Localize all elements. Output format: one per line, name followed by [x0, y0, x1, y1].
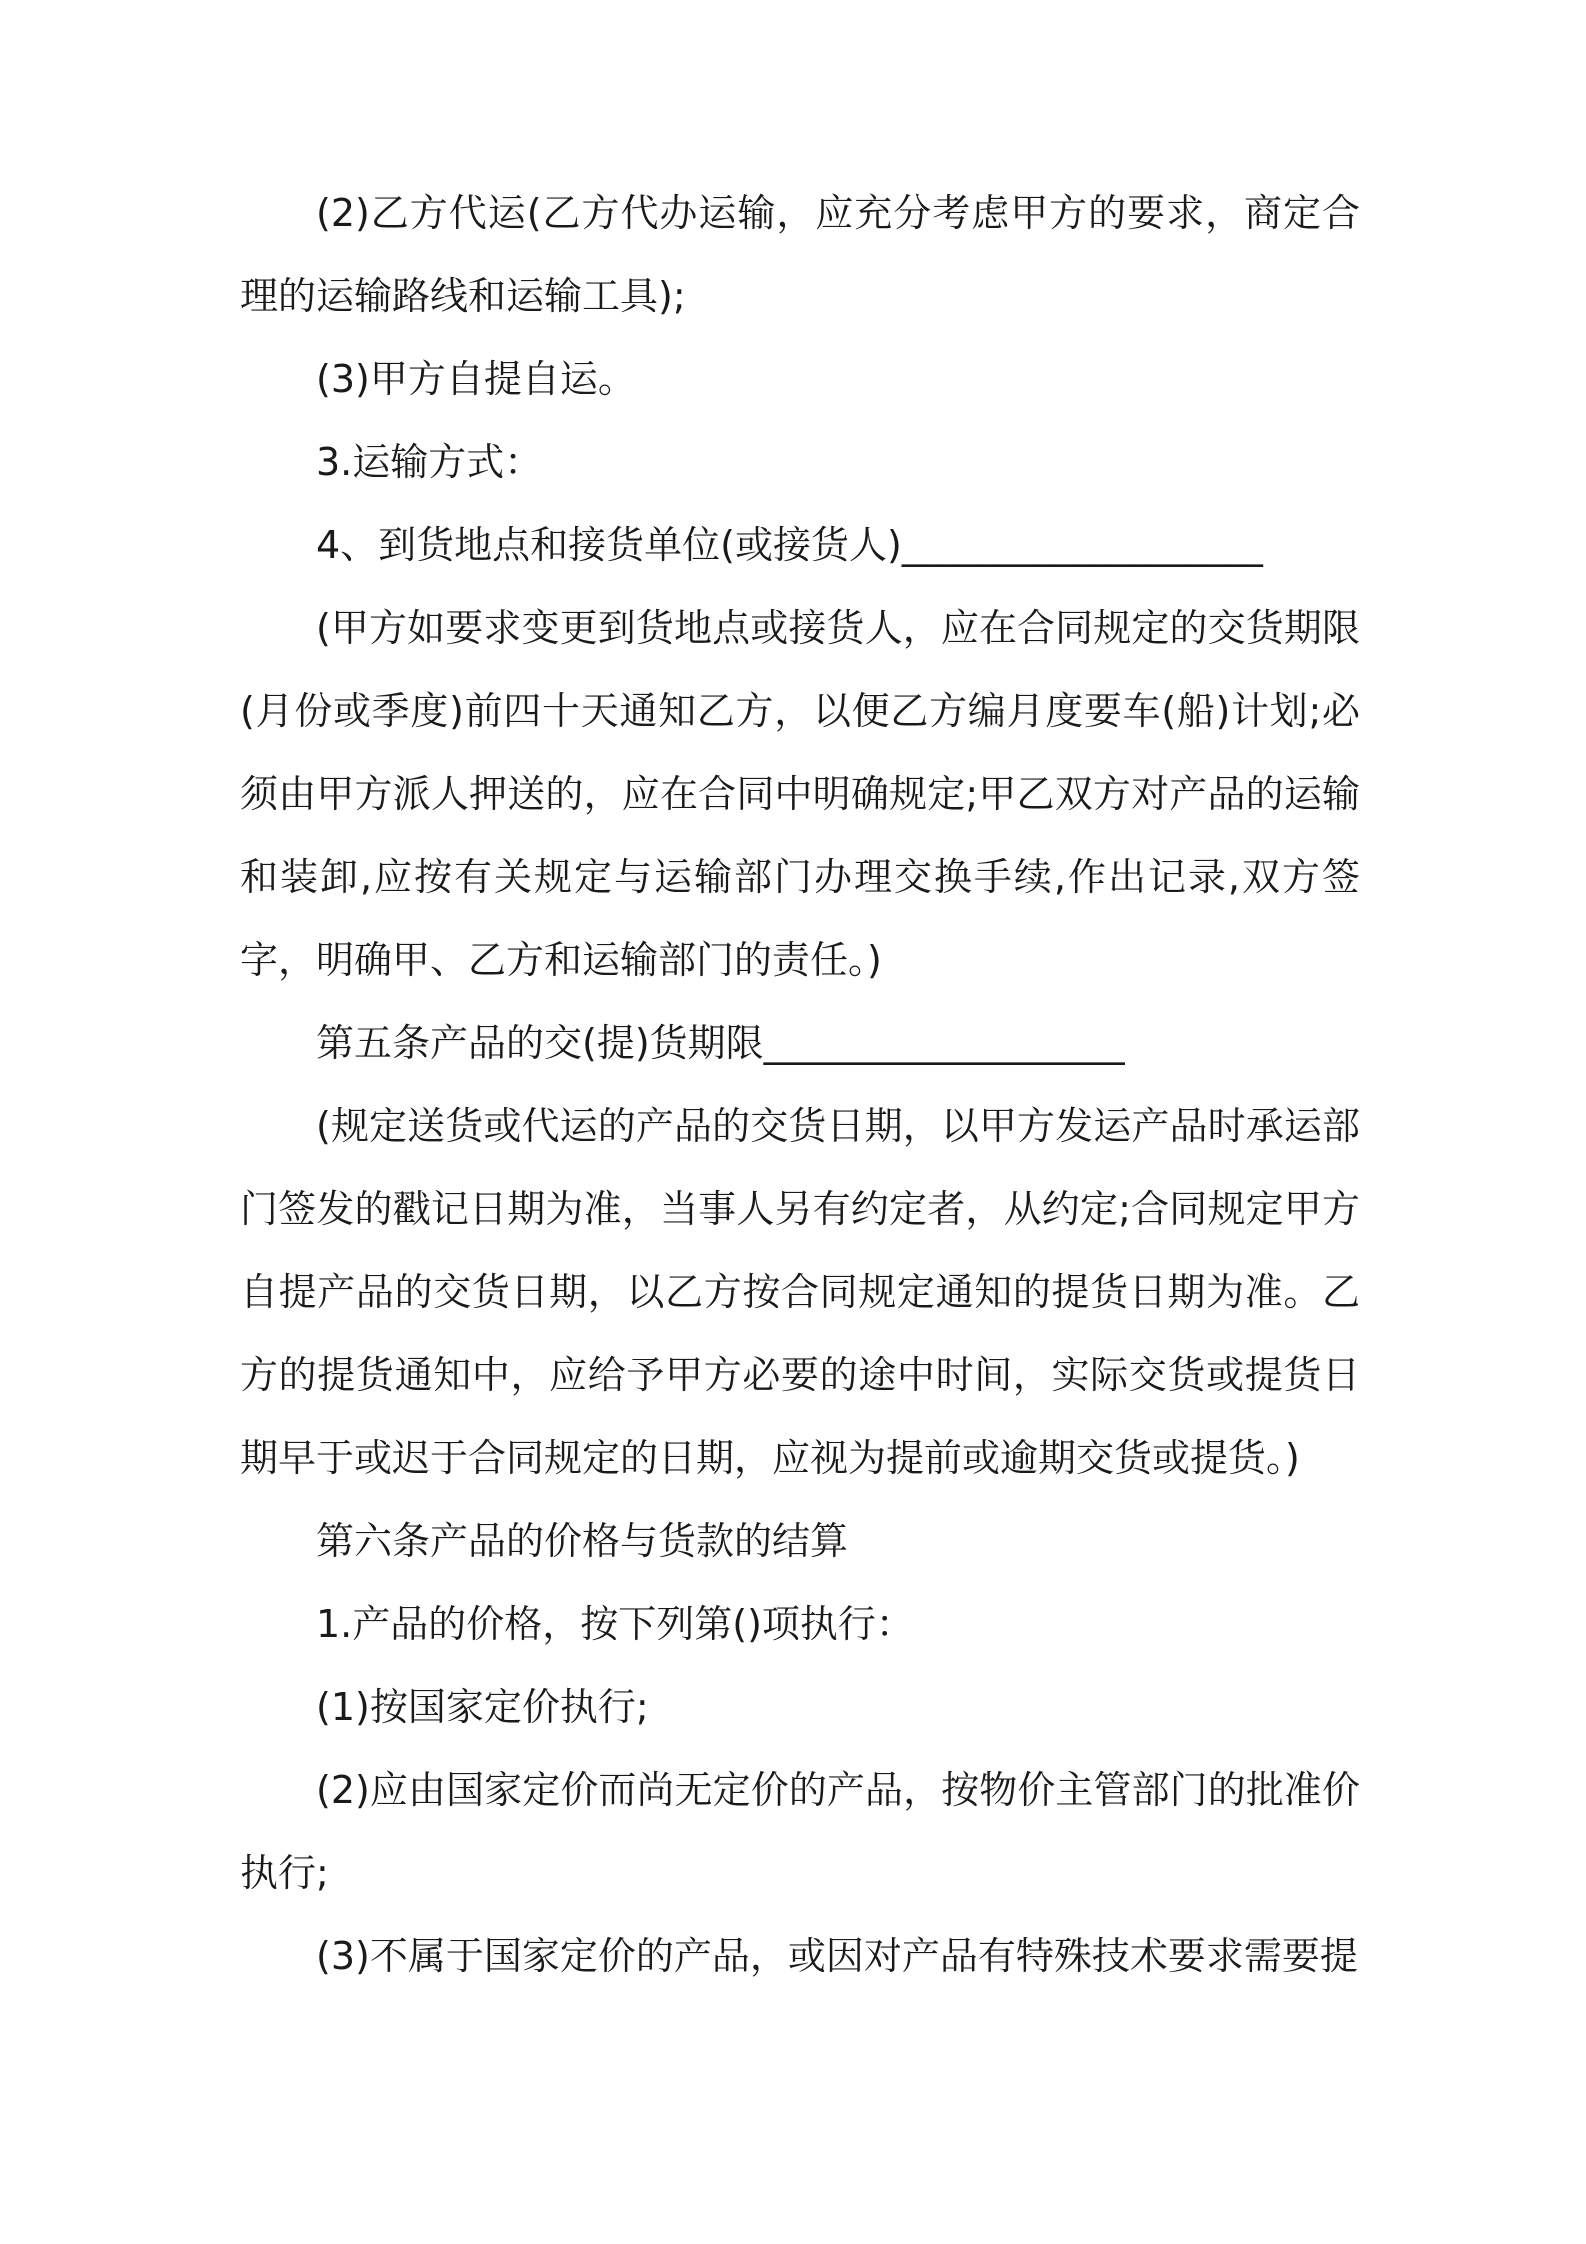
paragraph-price-option-3: (3)不属于国家定价的产品，或因对产品有特殊技术要求需要提: [316, 1934, 1358, 1978]
paragraph-buyer-self-pickup: (3)甲方自提自运。: [316, 357, 636, 401]
paragraph-price-option-1: (1)按国家定价执行;: [316, 1685, 649, 1729]
paragraph-price-clause: 1.产品的价格，按下列第()项执行：: [316, 1602, 914, 1646]
document-body: [240, 172, 1360, 1998]
paragraph-transport-method: 3.运输方式：: [316, 440, 543, 484]
paragraph-delivery-date-note: (规定送货或代运的产品的交货日期，以甲方发运产品时承运部门签发的戳记日期为准，当事人另有约定者，从约定;合同规定甲方自提产品的交货日期，以乙方按合同规定通知的提货日期为准。乙方的提货通知中，应给予甲方必要的途中时间，实际交货或提货日期早于或迟于合同规定的日期，应视为提前或逾期交货或提货。): [240, 1104, 1360, 1480]
paragraph-transport-by-seller: (2)乙方代运(乙方代办运输，应充分考虑甲方的要求，商定合理的运输路线和运输工具);: [240, 191, 1360, 318]
paragraph-article-five-heading: 第五条产品的交(提)货期限___________________: [316, 1021, 1125, 1065]
paragraph-delivery-location: 4、到货地点和接货单位(或接货人)___________________: [316, 523, 1263, 567]
paragraph-article-six-heading: 第六条产品的价格与货款的结算: [316, 1519, 849, 1563]
paragraph-price-option-2: (2)应由国家定价而尚无定价的产品，按物价主管部门的批准价执行;: [240, 1768, 1360, 1895]
paragraph-delivery-change-note: (甲方如要求变更到货地点或接货人，应在合同规定的交货期限(月份或季度)前四十天通知乙方，以便乙方编月度要车(船)计划;必须由甲方派人押送的，应在合同中明确规定;甲乙双方对产品的运输和装卸,应按有关规定与运输部门办理交换手续,作出记录,双方签字，明确甲、乙方和运输部门的责任。): [240, 606, 1360, 982]
